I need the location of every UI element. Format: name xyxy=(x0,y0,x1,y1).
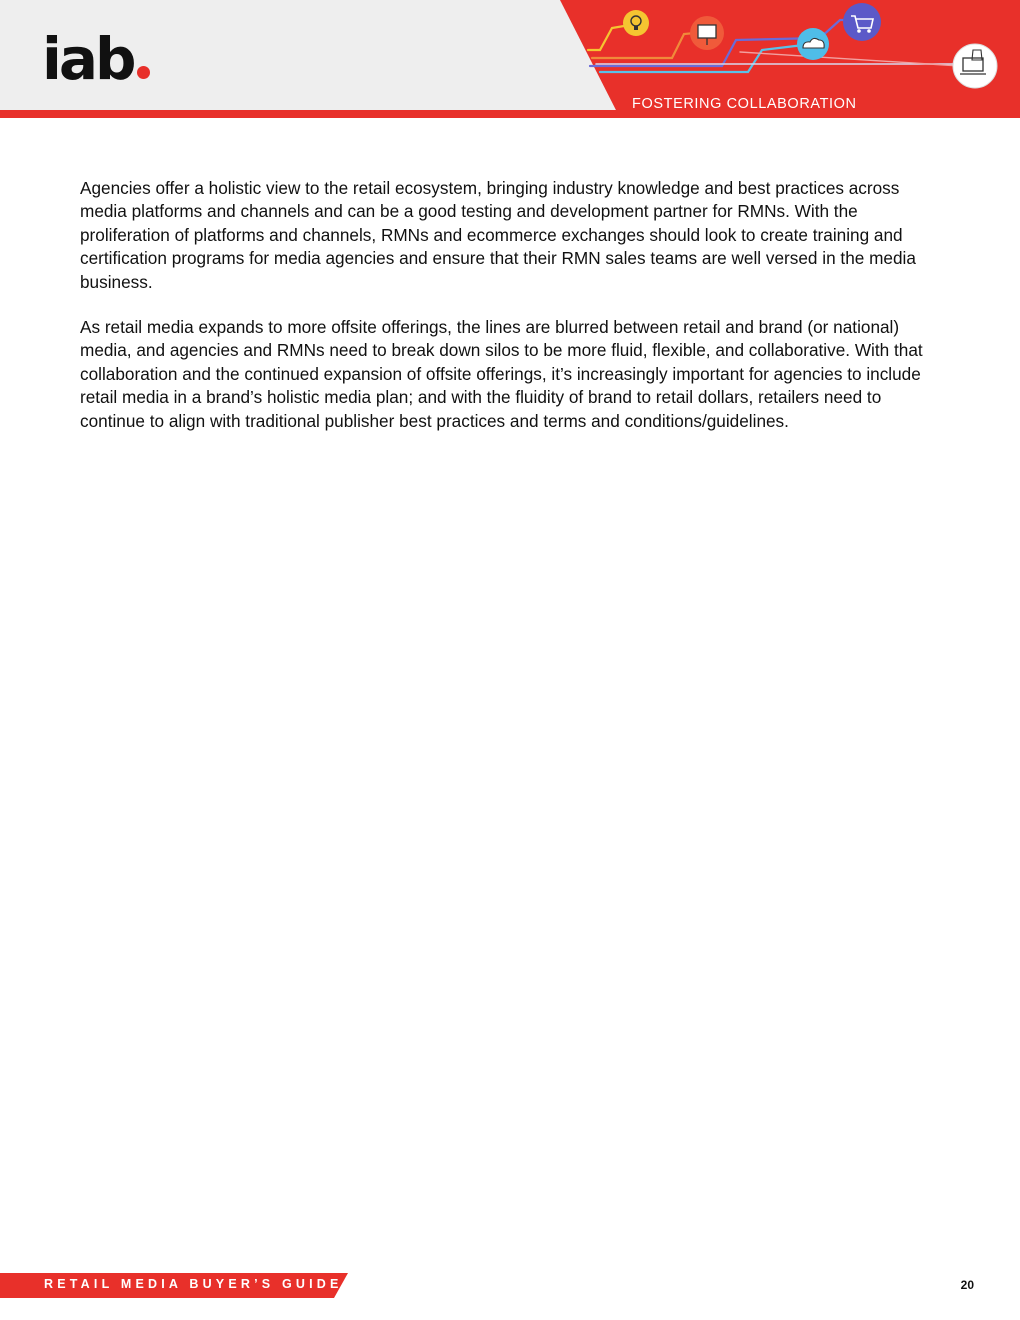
page-header xyxy=(0,0,1020,120)
iab-logo xyxy=(42,25,150,93)
presentation-board-icon xyxy=(690,16,724,50)
logo-dot xyxy=(137,66,150,79)
shopping-bag-laptop-icon xyxy=(953,44,997,88)
logo-text: iab xyxy=(42,25,134,93)
page-number: 20 xyxy=(960,1278,974,1292)
header-graphic xyxy=(0,0,1020,120)
cloud-icon xyxy=(797,28,829,60)
footer-guide-title: RETAIL MEDIA BUYER’S GUIDE xyxy=(44,1277,343,1291)
section-title: FOSTERING COLLABORATION xyxy=(632,96,857,112)
shopping-cart-icon xyxy=(843,3,881,41)
paragraph: As retail media expands to more offsite offerings, the lines are blurred between retail and brand (or national) media, and agencies and RMNs need to break down silos to be more fluid, flexible, and collaborative. With that collaboration and the continued expansion of offsite offerings, it’s increasingly important for agencies to include retail media in a brand’s holistic media plan; and with the fluidity of brand to retail dollars, retailers need to continue to align with traditional publisher best practices and terms and conditions/guidelines. xyxy=(80,317,923,431)
body-text xyxy=(80,177,940,455)
paragraph: Agencies offer a holistic view to the retail ecosystem, bringing industry knowledge and best practices across media platforms and channels and can be a good testing and development partner for RMNs. With the proliferation of platforms and channels, RMNs and ecommerce exchanges should look to create training and certification programs for media agencies and ensure that their RMN sales teams are well versed in the media business. xyxy=(80,178,916,292)
lightbulb-icon xyxy=(623,10,649,36)
